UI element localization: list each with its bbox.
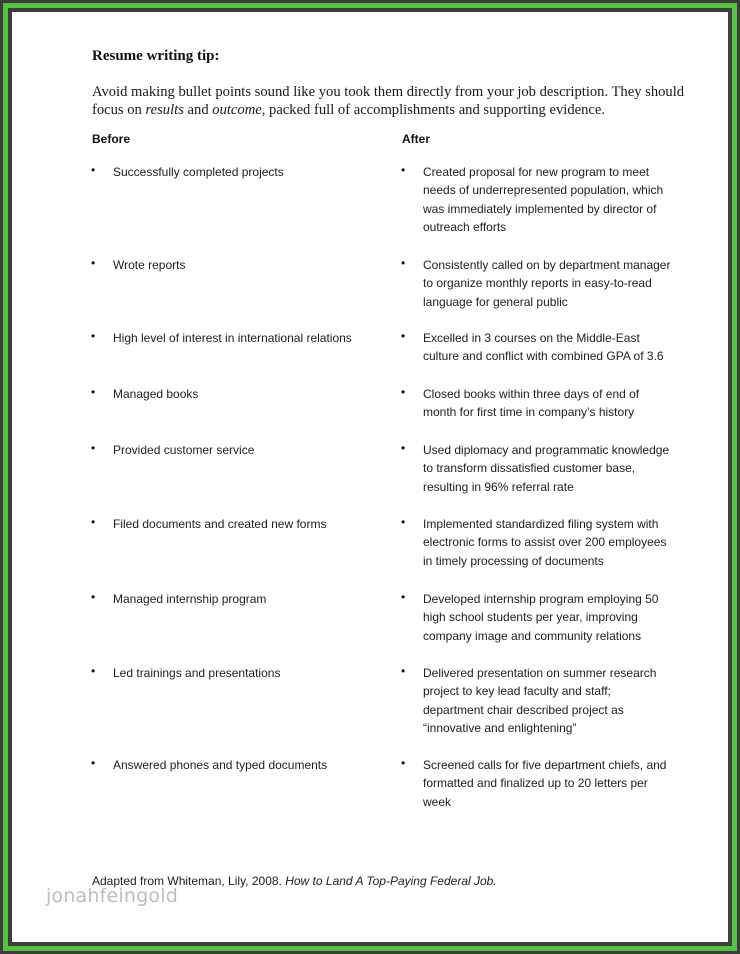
bullet-icon: • <box>401 590 406 604</box>
before-item: Provided customer service <box>113 443 255 457</box>
before-item: Wrote reports <box>113 258 186 272</box>
page-title: Resume writing tip: <box>92 48 220 64</box>
before-item: Managed internship program <box>113 592 267 606</box>
bullet-icon: • <box>91 590 96 604</box>
after-item: Screened calls for five department chiefs, and formatted and finalized up to 20 letters per week <box>423 758 667 809</box>
after-item: Developed internship program employing 50 high school students per year, improving company image and community relations <box>423 592 659 643</box>
document-page <box>12 12 728 942</box>
before-item: Led trainings and presentations <box>113 666 281 680</box>
before-item: Answered phones and typed documents <box>113 758 328 772</box>
intro-text-1: Avoid making bullet points sound like you took them directly from your job description. They should focus on <box>92 84 685 118</box>
bullet-icon: • <box>401 441 406 455</box>
bullet-icon: • <box>401 385 406 399</box>
citation-text: Adapted from Whiteman, Lily, 2008. <box>92 874 286 888</box>
bullet-icon: • <box>91 385 96 399</box>
before-item: High level of interest in international relations <box>113 331 352 345</box>
before-item: Successfully completed projects <box>113 165 284 179</box>
before-column-header: Before <box>92 132 131 146</box>
bullet-icon: • <box>91 664 96 678</box>
bullet-icon: • <box>91 441 96 455</box>
intro-text-2: and <box>183 102 213 118</box>
bullet-icon: • <box>91 756 96 770</box>
after-item: Excelled in 3 courses on the Middle-East culture and conflict with combined GPA of 3.6 <box>423 331 664 364</box>
bullet-icon: • <box>401 163 406 177</box>
intro-emphasis-outcome: outcome <box>212 102 262 118</box>
intro-emphasis-results: results <box>145 102 184 118</box>
watermark: jonahfeingold <box>46 885 178 907</box>
after-item: Implemented standardized filing system with electronic forms to assist over 200 employees in timely processing of documents <box>423 517 667 568</box>
bullet-icon: • <box>401 756 406 770</box>
before-item: Filed documents and created new forms <box>113 517 327 531</box>
source-citation <box>92 874 692 888</box>
after-column-header: After <box>402 132 431 146</box>
before-item: Managed books <box>113 387 199 401</box>
bullet-icon: • <box>91 163 96 177</box>
after-item: Consistently called on by department manager to organize monthly reports in easy-to-read language for general public <box>423 258 671 309</box>
after-item: Used diplomacy and programmatic knowledge to transform dissatisfied customer base, resulting in 96% referral rate <box>423 443 670 494</box>
after-item: Created proposal for new program to meet needs of underrepresented population, which was immediately implemented by director of outreach efforts <box>423 165 664 234</box>
bullet-icon: • <box>91 329 96 343</box>
bullet-icon: • <box>401 515 406 529</box>
intro-text-3: , packed full of accomplishments and supporting evidence. <box>261 102 605 118</box>
bullet-icon: • <box>401 664 406 678</box>
bullet-icon: • <box>401 329 406 343</box>
intro-paragraph <box>92 83 692 119</box>
bullet-icon: • <box>401 256 406 270</box>
citation-book-title: How to Land A Top-Paying Federal Job. <box>285 874 497 888</box>
bullet-icon: • <box>91 515 96 529</box>
after-item: Closed books within three days of end of month for first time in company’s history <box>423 387 640 420</box>
bullet-icon: • <box>91 256 96 270</box>
after-item: Delivered presentation on summer research project to key lead faculty and staff; department chair described project as “innovative and enlightening” <box>423 666 657 735</box>
